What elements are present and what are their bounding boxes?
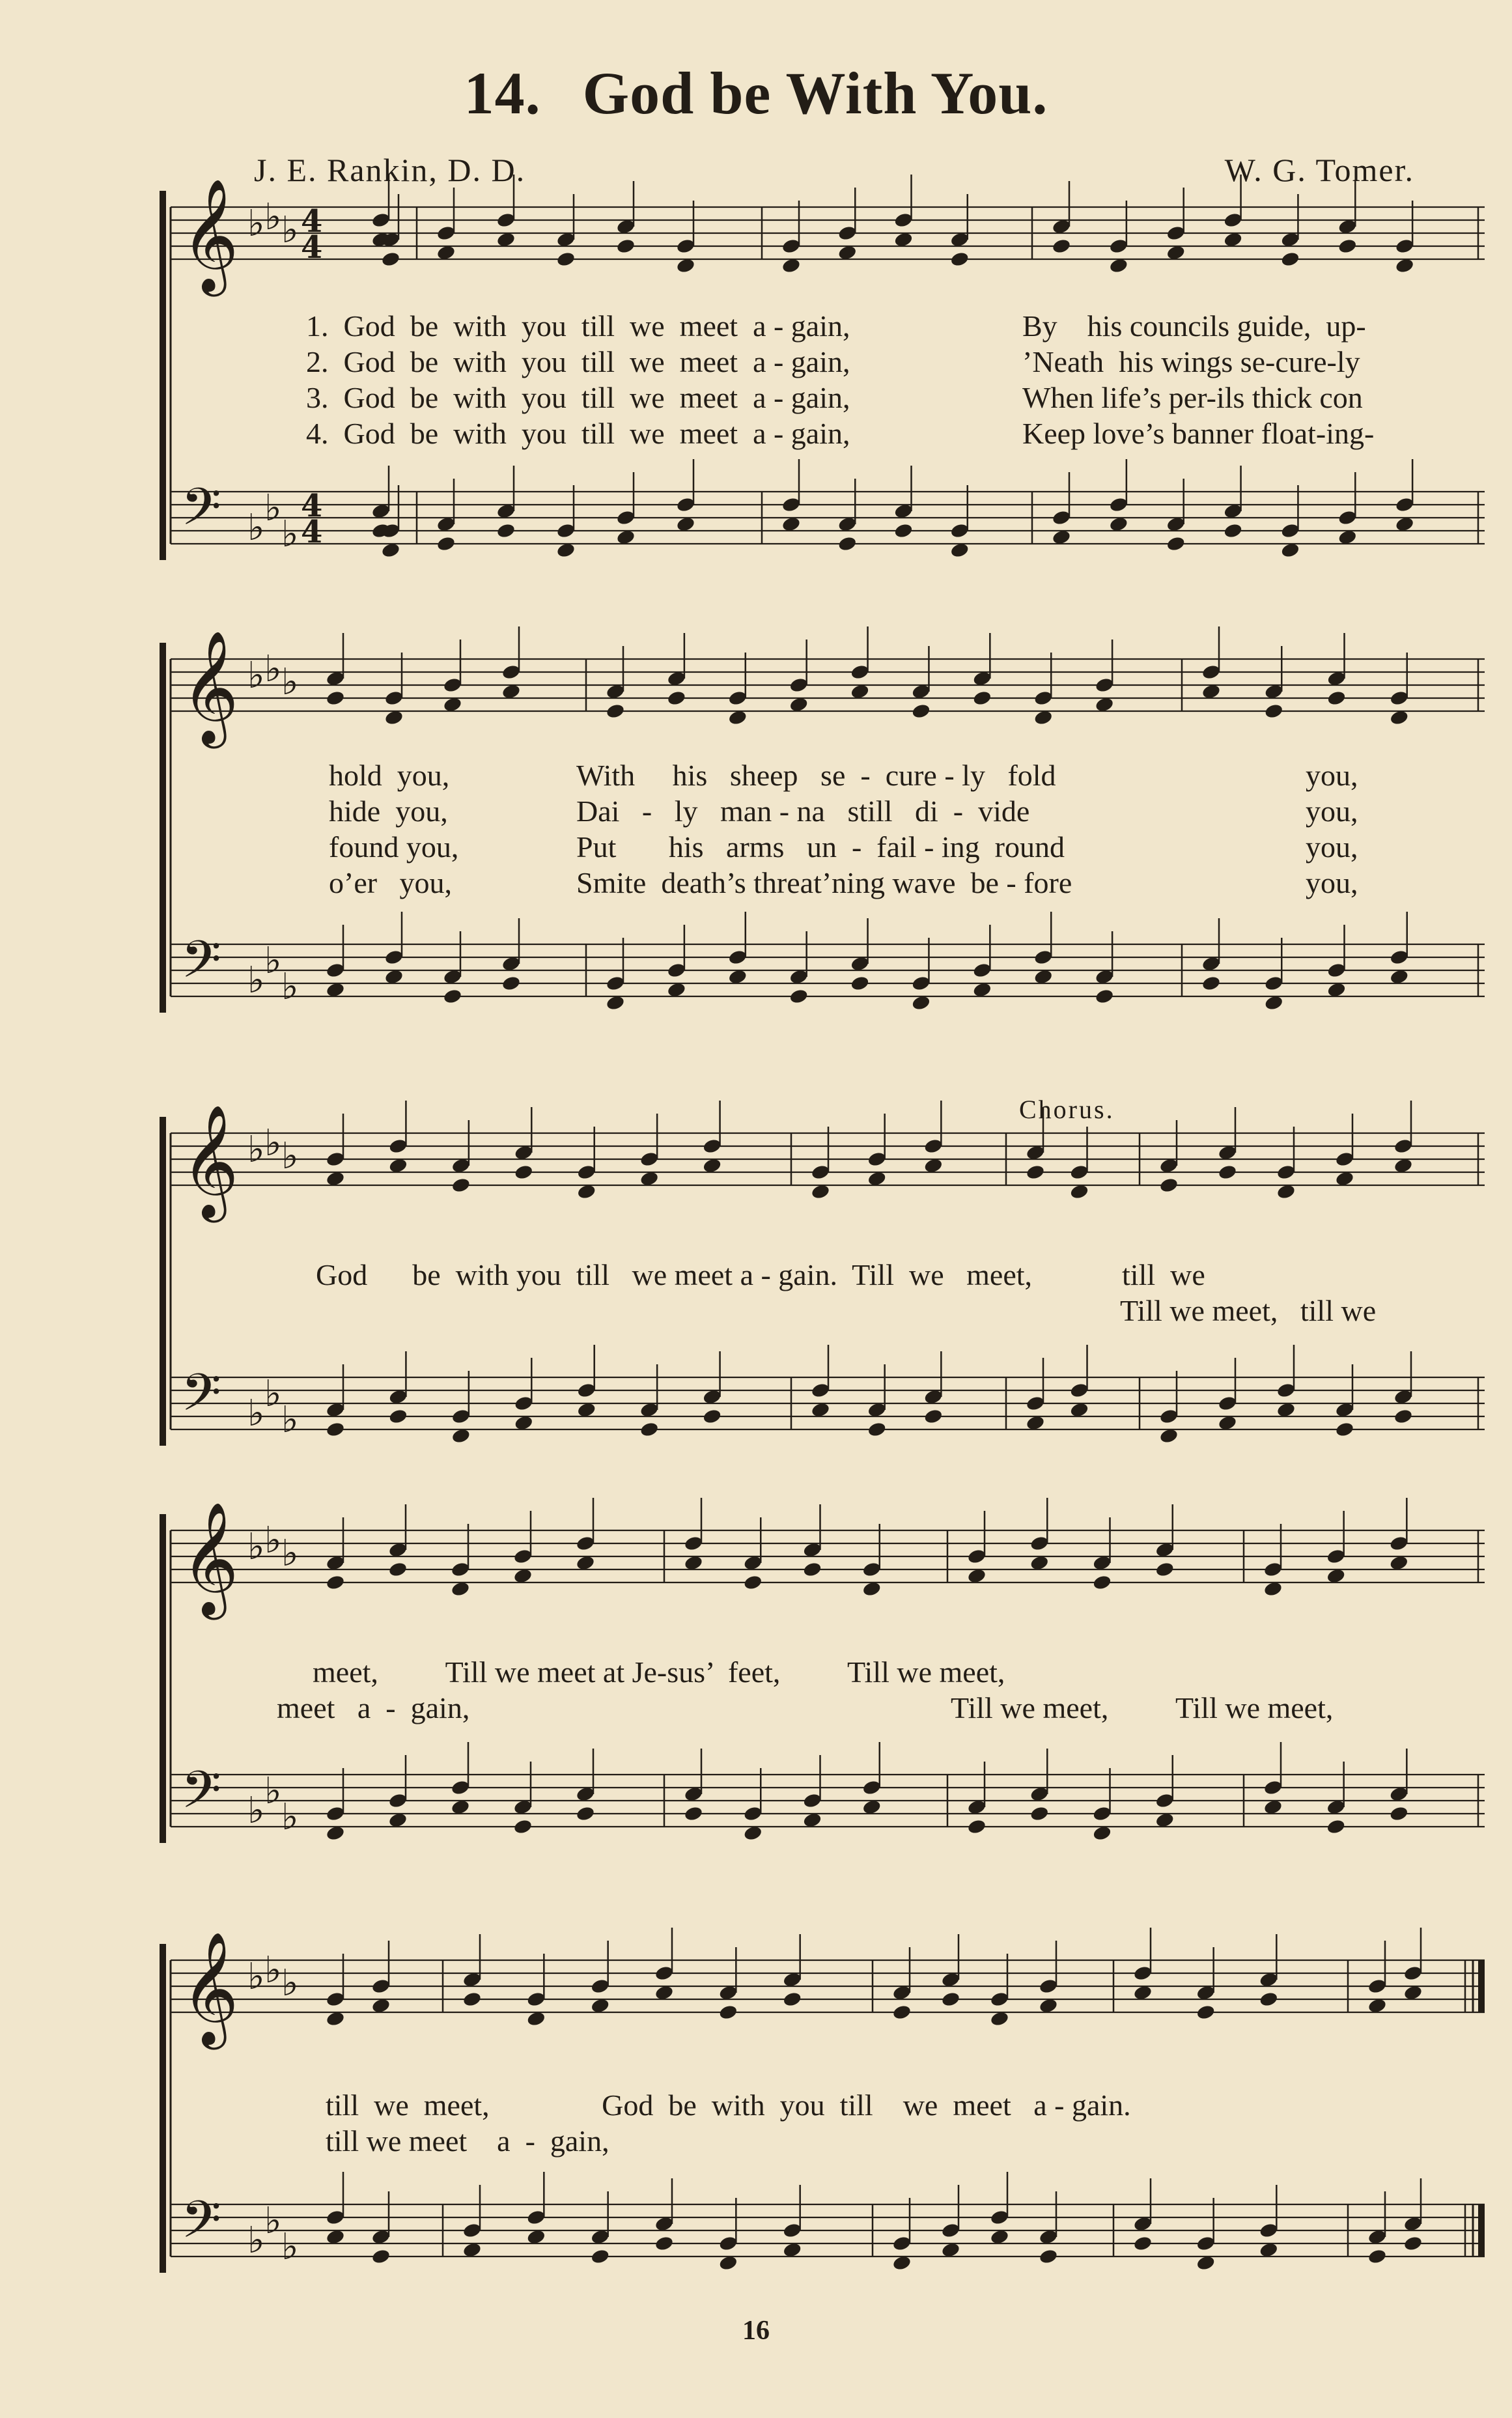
notehead	[371, 212, 391, 229]
notehead	[1326, 1548, 1346, 1565]
notehead	[861, 1561, 882, 1578]
notehead	[654, 1965, 675, 1982]
notehead	[1155, 1561, 1175, 1578]
chorus-line-2-lower-b: Till we meet, Till we meet,	[951, 1691, 1334, 1724]
composer-credit: W. G. Tomer.	[1224, 152, 1414, 188]
notehead	[451, 1561, 471, 1578]
notehead	[384, 949, 404, 966]
notehead	[1393, 1408, 1414, 1425]
notehead	[443, 988, 463, 1005]
flat-sign: ♭	[281, 1796, 299, 1838]
flat-sign: ♭	[281, 1399, 299, 1441]
notehead	[1196, 2235, 1216, 2252]
notehead	[576, 1805, 596, 1822]
notehead	[811, 1382, 831, 1399]
flat-sign: ♭	[264, 1122, 282, 1164]
notehead	[893, 522, 914, 539]
flat-sign: ♭	[264, 648, 282, 690]
notehead	[1052, 509, 1072, 526]
chorus-line-1-upper: God be with you till we meet a - gain. Till we meet, till we	[316, 1258, 1205, 1291]
notehead	[1069, 1382, 1089, 1399]
notehead	[941, 1991, 961, 2008]
notehead	[892, 2004, 912, 2021]
notehead	[941, 2222, 961, 2239]
notehead	[727, 690, 748, 707]
notehead	[837, 225, 858, 242]
notehead	[1133, 2235, 1153, 2252]
notehead	[326, 2209, 346, 2226]
bass-clef: 𝄢	[181, 1362, 221, 1435]
notehead	[462, 2222, 483, 2239]
flat-sign: ♭	[281, 2226, 299, 2268]
notehead	[1095, 988, 1115, 1005]
bass-clef: 𝄢	[181, 2189, 221, 2262]
notehead	[967, 1818, 987, 1835]
notehead	[1276, 1382, 1296, 1399]
notehead	[513, 1548, 533, 1565]
notehead	[514, 1164, 534, 1181]
notehead	[676, 496, 696, 513]
verse-3-line-2c: you,	[1306, 830, 1358, 864]
notehead	[923, 1408, 944, 1425]
notehead	[743, 1805, 763, 1822]
notehead	[616, 509, 636, 526]
notehead	[326, 1991, 346, 2008]
treble-clef: 𝄞	[181, 1104, 239, 1218]
notehead	[513, 1818, 533, 1835]
flat-sign: ♭	[247, 1956, 265, 1998]
notehead	[388, 1792, 408, 1809]
notehead	[556, 522, 576, 539]
notehead	[639, 1151, 660, 1168]
notehead	[1033, 690, 1054, 707]
flat-sign: ♭	[247, 1392, 265, 1435]
notehead	[676, 238, 696, 255]
notehead	[949, 522, 970, 539]
notehead	[381, 251, 401, 268]
notehead	[1367, 1978, 1388, 1995]
notehead	[867, 1151, 887, 1168]
notehead	[1335, 1421, 1355, 1438]
notehead	[326, 1151, 346, 1168]
notehead	[911, 975, 931, 992]
flat-sign: ♭	[264, 196, 282, 238]
notehead	[1335, 1151, 1355, 1168]
notehead	[556, 251, 576, 268]
notehead	[1280, 251, 1300, 268]
notehead	[616, 238, 636, 255]
notehead	[1052, 238, 1072, 255]
flat-sign: ♭	[281, 966, 299, 1008]
notehead	[514, 1395, 534, 1412]
notehead	[371, 2248, 391, 2265]
notehead	[388, 1408, 408, 1425]
notehead	[1155, 1792, 1175, 1809]
notehead	[1218, 1164, 1238, 1181]
flat-sign: ♭	[247, 654, 265, 697]
flat-sign: ♭	[247, 1790, 265, 1832]
notehead	[371, 1978, 391, 1995]
notehead	[684, 1805, 704, 1822]
notehead	[802, 1792, 822, 1809]
flat-sign: ♭	[264, 487, 282, 529]
verse-4-line-1: 4. God be with you till we meet a - gain,	[306, 417, 850, 450]
notehead	[782, 1991, 802, 2008]
notehead	[1389, 949, 1409, 966]
notehead	[782, 2222, 802, 2239]
notehead	[972, 690, 992, 707]
notehead	[1159, 1177, 1179, 1194]
notehead	[684, 1535, 704, 1552]
notehead	[789, 988, 809, 1005]
notehead	[436, 225, 456, 242]
flat-sign: ♭	[264, 2200, 282, 2242]
notehead	[789, 677, 809, 694]
notehead	[861, 1779, 882, 1796]
notehead	[1389, 1535, 1409, 1552]
notehead	[1264, 975, 1284, 992]
bass-clef: 𝄢	[181, 477, 221, 550]
notehead	[972, 962, 992, 979]
notehead	[501, 664, 522, 681]
notehead	[1337, 509, 1358, 526]
flat-sign: ♭	[247, 507, 265, 549]
notehead	[1263, 1779, 1283, 1796]
lyricist-credit: J. E. Rankin, D. D.	[254, 152, 526, 188]
notehead	[1326, 962, 1347, 979]
verse-2-line-2b: Dai - ly man - na still di - vide	[576, 794, 1030, 828]
verse-3-line-2b: Put his arms un - fail - ing round	[576, 830, 1065, 864]
notehead	[326, 1421, 346, 1438]
notehead	[451, 1177, 471, 1194]
notehead	[496, 522, 516, 539]
notehead	[1223, 522, 1243, 539]
notehead	[1196, 2004, 1216, 2021]
notehead	[850, 975, 870, 992]
notehead	[1159, 1408, 1179, 1425]
notehead	[1223, 212, 1243, 229]
chorus-line-3-lower: till we meet a - gain,	[326, 2124, 609, 2158]
notehead	[718, 2235, 738, 2252]
verse-4-line-1-cont: Keep love’s banner float-ing-	[1022, 417, 1375, 450]
notehead	[1218, 1395, 1238, 1412]
notehead	[837, 535, 858, 552]
notehead	[1029, 1535, 1050, 1552]
bass-clef: 𝄢	[181, 1760, 221, 1833]
treble-clef: 𝄞	[181, 1932, 239, 2045]
notehead	[967, 1548, 987, 1565]
notehead	[1029, 1805, 1050, 1822]
page-number: 16	[742, 2316, 770, 2346]
notehead	[388, 1561, 408, 1578]
notehead	[1026, 1164, 1046, 1181]
notehead	[1095, 677, 1115, 694]
notehead	[1264, 703, 1284, 720]
treble-clef: 𝄞	[181, 630, 239, 744]
hymn-title-text: God be With You.	[582, 60, 1048, 126]
flat-sign: ♭	[264, 1770, 282, 1812]
notehead	[1367, 2248, 1388, 2265]
time-signature-top: 4	[301, 203, 323, 240]
flat-sign: ♭	[247, 2219, 265, 2262]
flat-sign: ♭	[281, 661, 299, 703]
notehead	[811, 1164, 831, 1181]
notehead	[326, 962, 346, 979]
notehead	[326, 1574, 346, 1591]
notehead	[576, 1382, 596, 1399]
flat-sign: ♭	[247, 1129, 265, 1171]
notehead	[326, 1805, 346, 1822]
notehead	[388, 1138, 408, 1155]
notehead	[436, 535, 456, 552]
notehead	[702, 1138, 722, 1155]
flat-sign: ♭	[281, 1962, 299, 2004]
chorus-line-2-upper: meet, Till we meet at Je-sus’ feet, Till we meet,	[313, 1655, 1005, 1689]
notehead	[1403, 2235, 1423, 2252]
notehead	[1259, 2222, 1279, 2239]
notehead	[451, 1779, 471, 1796]
notehead	[718, 2004, 738, 2021]
notehead	[606, 703, 626, 720]
time-signature-bottom: 4	[301, 229, 323, 266]
verse-1-line-2c: you,	[1306, 759, 1358, 792]
notehead	[893, 212, 914, 229]
chorus-line-3-upper: till we meet, God be with you till we meet a - gain.	[326, 2088, 1131, 2122]
notehead	[1201, 664, 1222, 681]
notehead	[576, 1164, 596, 1181]
notehead	[1092, 1805, 1112, 1822]
chorus-line-1-lower: Till we meet, till we	[1120, 1294, 1377, 1327]
flat-sign: ♭	[281, 1532, 299, 1575]
notehead	[1069, 1164, 1089, 1181]
notehead	[850, 664, 870, 681]
notehead	[1201, 975, 1222, 992]
verse-4-line-2b: Smite death’s threat’ning wave be - fore	[576, 866, 1072, 899]
notehead	[727, 949, 748, 966]
notehead	[1326, 690, 1347, 707]
notehead	[1395, 238, 1415, 255]
notehead	[743, 1574, 763, 1591]
flat-sign: ♭	[247, 203, 265, 245]
flat-sign: ♭	[281, 513, 299, 555]
notehead	[781, 238, 802, 255]
notehead	[654, 2235, 675, 2252]
verse-1-line-2a: hold you,	[329, 759, 450, 792]
notehead	[606, 975, 626, 992]
treble-clef: 𝄞	[181, 1502, 239, 1615]
notehead	[1133, 1965, 1153, 1982]
notehead	[892, 2235, 912, 2252]
notehead	[1263, 1561, 1283, 1578]
notehead	[1389, 1805, 1409, 1822]
notehead	[1280, 522, 1300, 539]
notehead	[576, 1535, 596, 1552]
notehead	[1259, 1991, 1279, 2008]
notehead	[1337, 238, 1358, 255]
notehead	[462, 1991, 483, 2008]
notehead	[443, 677, 463, 694]
notehead	[1166, 225, 1186, 242]
treble-clef: 𝄞	[181, 178, 239, 292]
verse-2-line-2a: hide you,	[329, 794, 448, 828]
verse-1-line-1-cont: By his councils guide, up-	[1022, 309, 1366, 343]
notehead	[1326, 1818, 1346, 1835]
flat-sign: ♭	[264, 1373, 282, 1415]
notehead	[990, 2209, 1010, 2226]
notehead	[923, 1138, 944, 1155]
notehead	[1389, 690, 1409, 707]
verse-1-line-2b: With his sheep se - cure - ly fold	[576, 759, 1056, 792]
notehead	[1026, 1395, 1046, 1412]
flat-sign: ♭	[281, 1135, 299, 1177]
verse-3-line-1: 3. God be with you till we meet a - gain,	[306, 381, 850, 414]
flat-sign: ♭	[247, 959, 265, 1002]
hymn-number: 14.	[464, 60, 541, 126]
notehead	[867, 1421, 887, 1438]
notehead	[781, 496, 802, 513]
chorus-label: Chorus.	[1019, 1095, 1115, 1124]
notehead	[702, 1408, 722, 1425]
chorus-line-2-lower-a: meet a - gain,	[277, 1691, 470, 1724]
notehead	[949, 251, 970, 268]
notehead	[802, 1561, 822, 1578]
notehead	[1166, 535, 1186, 552]
verse-4-line-2c: you,	[1306, 866, 1358, 899]
notehead	[639, 1421, 660, 1438]
notehead	[526, 1991, 546, 2008]
bass-clef: 𝄢	[181, 929, 221, 1002]
notehead	[1039, 2248, 1059, 2265]
verse-2-line-1-cont: ’Neath his wings se-cure-ly	[1022, 345, 1360, 378]
verse-4-line-2a: o’er you,	[329, 866, 453, 899]
verse-2-line-1: 2. God be with you till we meet a - gain,	[306, 345, 850, 378]
flat-sign: ♭	[281, 209, 299, 251]
flat-sign: ♭	[264, 940, 282, 982]
notehead	[667, 962, 687, 979]
notehead	[1039, 1978, 1059, 1995]
notehead	[990, 1991, 1010, 2008]
flat-sign: ♭	[264, 1949, 282, 1991]
time-signature-bottom: 4	[301, 514, 323, 550]
notehead	[590, 1978, 610, 1995]
notehead	[501, 975, 522, 992]
notehead	[451, 1408, 471, 1425]
notehead	[1393, 1138, 1414, 1155]
notehead	[667, 690, 687, 707]
notehead	[590, 2248, 610, 2265]
notehead	[1276, 1164, 1296, 1181]
verse-3-line-2a: found you,	[329, 830, 459, 864]
notehead	[1403, 1965, 1423, 1982]
notehead	[1109, 238, 1129, 255]
notehead	[326, 690, 346, 707]
time-signature-top: 4	[301, 488, 323, 524]
notehead	[911, 703, 931, 720]
notehead	[1092, 1574, 1112, 1591]
notehead	[496, 212, 516, 229]
verse-2-line-2c: you,	[1306, 794, 1358, 828]
notehead	[384, 690, 404, 707]
verse-1-line-1: 1. God be with you till we meet a - gain,	[306, 309, 850, 343]
notehead	[526, 2209, 546, 2226]
notehead	[1033, 949, 1054, 966]
notehead	[1395, 496, 1415, 513]
notehead	[1109, 496, 1129, 513]
flat-sign: ♭	[264, 1519, 282, 1562]
verse-3-line-1-cont: When life’s per-ils thick con	[1022, 381, 1363, 414]
flat-sign: ♭	[247, 1526, 265, 1568]
